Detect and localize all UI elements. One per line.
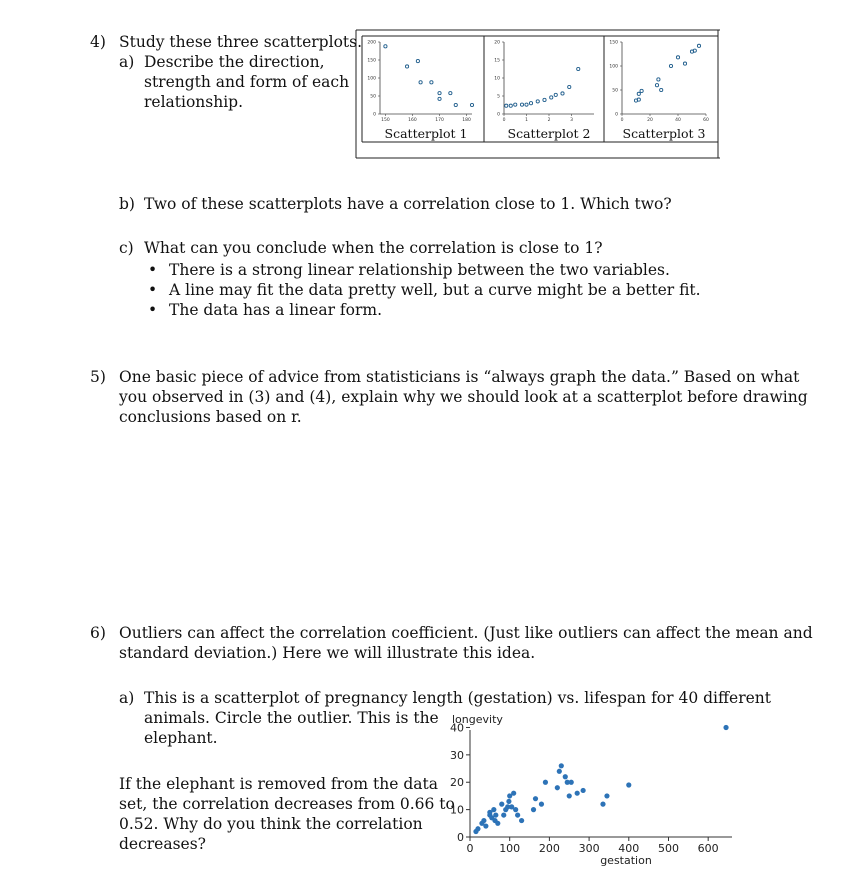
q6a-line2: animals. Circle the outlier. This is the — [144, 709, 439, 727]
scatterplot-point — [697, 44, 700, 47]
scatterplot-3 — [609, 40, 709, 142]
scatterplot-point — [449, 92, 452, 95]
scatterplot-point — [550, 96, 553, 99]
q4a-label: a) — [119, 53, 135, 71]
scatterplot-2 — [494, 40, 594, 142]
q4a-text — [144, 52, 349, 112]
scatterplot-point — [520, 103, 523, 106]
data-point — [499, 802, 504, 807]
followup-line: set, the correlation decreases from 0.66 to — [119, 795, 455, 813]
scatterplot-point — [470, 103, 473, 106]
scatterplot-point — [438, 97, 441, 100]
q4c-text: What can you conclude when the correlation is close to 1? — [144, 239, 603, 257]
y-tick-label: 10 — [494, 76, 500, 82]
scatterplot-point — [669, 64, 672, 67]
x-tick-label: 0 — [466, 842, 474, 855]
scatterplot-point — [419, 81, 422, 84]
data-point — [483, 823, 488, 828]
data-point — [575, 791, 580, 796]
data-point — [563, 774, 568, 779]
data-point — [600, 802, 605, 807]
y-tick-label: 0 — [497, 112, 500, 118]
x-tick-label: 2 — [547, 118, 551, 123]
q4c-option: • There is a strong linear relationship between the two variables. — [145, 260, 701, 280]
x-tick-label: 20 — [647, 118, 653, 123]
data-point — [515, 812, 520, 817]
q6-text — [119, 623, 813, 663]
data-point — [533, 796, 538, 801]
scatterplot-point — [454, 103, 457, 106]
q4a-line: relationship. — [144, 93, 244, 111]
scatterplot-point — [543, 98, 546, 101]
y-tick-label: 20 — [494, 40, 500, 46]
q6-line: Outliers can affect the correlation coefficient. (Just like outliers can affect the mean and — [119, 624, 813, 642]
y-tick-label: 20 — [450, 776, 464, 790]
data-point — [569, 780, 574, 785]
q4a-line: strength and form of each — [144, 73, 350, 91]
y-tick-label: 50 — [612, 88, 618, 94]
scatterplot-point — [577, 67, 580, 70]
data-point — [531, 807, 536, 812]
data-point — [559, 763, 564, 768]
y-tick-label: 150 — [367, 58, 376, 64]
scatterplot-caption: Scatterplot 1 — [384, 126, 468, 141]
scatterplot-caption: Scatterplot 3 — [622, 126, 706, 141]
data-point — [513, 807, 518, 812]
followup-line: 0.52. Why do you think the correlation — [119, 815, 423, 833]
data-point — [581, 788, 586, 793]
scatterplot-point — [561, 92, 564, 95]
scatterplots-panel — [354, 28, 722, 160]
q5-number: 5) — [90, 368, 106, 386]
scatterplot-point — [683, 62, 686, 65]
data-point — [481, 818, 486, 823]
scatterplot-point — [384, 45, 387, 48]
x-tick-label: 1 — [525, 118, 528, 123]
scatterplot-point — [514, 103, 517, 106]
x-tick-label: 0 — [502, 118, 506, 123]
gestation-longevity-chart — [436, 710, 742, 874]
q6a-line1: This is a scatterplot of pregnancy length (gestation) vs. lifespan for 40 different — [144, 689, 771, 707]
scatterplot-point — [416, 59, 419, 62]
scatterplot-point — [640, 89, 643, 92]
scatterplot-point — [657, 78, 660, 81]
y-tick-label: 100 — [367, 76, 376, 82]
data-point — [626, 782, 631, 787]
data-point — [539, 802, 544, 807]
data-point — [604, 793, 609, 798]
x-tick-label: 500 — [657, 842, 679, 855]
x-tick-label: 3 — [570, 118, 573, 123]
x-tick-label: 160 — [408, 118, 417, 123]
scatterplot-point — [430, 81, 433, 84]
q5-text — [119, 367, 808, 427]
data-point — [557, 769, 562, 774]
scatterplot-point — [529, 102, 532, 105]
scatterplot-1 — [367, 40, 473, 142]
data-point — [475, 826, 480, 831]
scatterplot-point — [405, 65, 408, 68]
data-point — [567, 793, 572, 798]
x-tick-label: 300 — [578, 842, 600, 855]
scatterplot-point — [660, 88, 663, 91]
scatterplot-point — [637, 92, 640, 95]
q4c-options — [145, 260, 701, 320]
data-point — [493, 812, 498, 817]
elephant-outlier-point — [723, 725, 728, 730]
data-point — [555, 785, 560, 790]
data-point — [519, 818, 524, 823]
y-tick-label: 15 — [494, 58, 500, 64]
data-point — [495, 821, 500, 826]
x-tick-label: 180 — [462, 118, 471, 123]
x-tick-label: 150 — [381, 118, 390, 123]
scatterplot-point — [505, 104, 508, 107]
y-tick-label: 0 — [373, 112, 376, 118]
y-tick-label: 150 — [609, 40, 618, 46]
data-point — [506, 799, 511, 804]
x-tick-label: 40 — [675, 118, 681, 123]
x-tick-label: 60 — [703, 118, 709, 123]
y-tick-label: 0 — [615, 112, 618, 118]
y-tick-label: 40 — [450, 721, 464, 735]
y-tick-label: 100 — [609, 64, 618, 70]
x-axis-label: gestation — [600, 854, 652, 867]
data-point — [543, 780, 548, 785]
q6a-label: a) — [119, 689, 135, 707]
q4b-label: b) — [119, 195, 135, 213]
q4-stem: Study these three scatterplots. — [119, 33, 363, 51]
y-axis-label: longevity — [452, 713, 503, 726]
data-point — [511, 791, 516, 796]
q4c-option: • A line may fit the data pretty well, but a curve might be a better fit. — [145, 280, 701, 300]
x-tick-label: 170 — [435, 118, 444, 123]
scatterplot-point — [536, 100, 539, 103]
scatterplot-point — [655, 84, 658, 87]
y-tick-label: 200 — [367, 40, 376, 46]
q4c-option: • The data has a linear form. — [145, 300, 701, 320]
x-tick-label: 0 — [620, 118, 624, 123]
y-tick-label: 5 — [497, 94, 500, 100]
scatterplot-caption: Scatterplot 2 — [507, 126, 591, 141]
scatterplot-point — [676, 56, 679, 59]
followup-line: If the elephant is removed from the data — [119, 775, 438, 793]
data-point — [491, 807, 496, 812]
y-tick-label: 0 — [457, 831, 464, 844]
followup-line: decreases? — [119, 835, 206, 853]
data-point — [501, 812, 506, 817]
scatterplot-point — [568, 85, 571, 88]
y-tick-label: 30 — [450, 748, 464, 762]
q4c-label: c) — [119, 239, 134, 257]
y-tick-label: 10 — [450, 803, 464, 817]
scatterplot-point — [554, 93, 557, 96]
x-tick-label: 100 — [499, 842, 521, 855]
q6-line: standard deviation.) Here we will illustrate this idea. — [119, 644, 536, 662]
scatterplot-point — [438, 92, 441, 95]
q4a-line: Describe the direction, — [144, 53, 325, 71]
x-tick-label: 200 — [538, 842, 560, 855]
q5-line: conclusions based on r. — [119, 408, 302, 426]
q5-line: you observed in (3) and (4), explain why we should look at a scatterplot before drawing — [119, 388, 808, 406]
q4-number: 4) — [90, 33, 106, 51]
x-tick-label: 600 — [697, 842, 719, 855]
scatterplot-point — [525, 103, 528, 106]
q4b-text: Two of these scatterplots have a correlation close to 1. Which two? — [144, 195, 672, 213]
q6a-line3: elephant. — [144, 729, 218, 747]
q6a-followup — [119, 774, 455, 854]
scatterplot-point — [509, 104, 512, 107]
y-tick-label: 50 — [370, 94, 376, 100]
q5-line: One basic piece of advice from statisticians is “always graph the data.” Based on what — [119, 368, 800, 386]
q6-number: 6) — [90, 624, 106, 642]
x-tick-label: 400 — [618, 842, 640, 855]
